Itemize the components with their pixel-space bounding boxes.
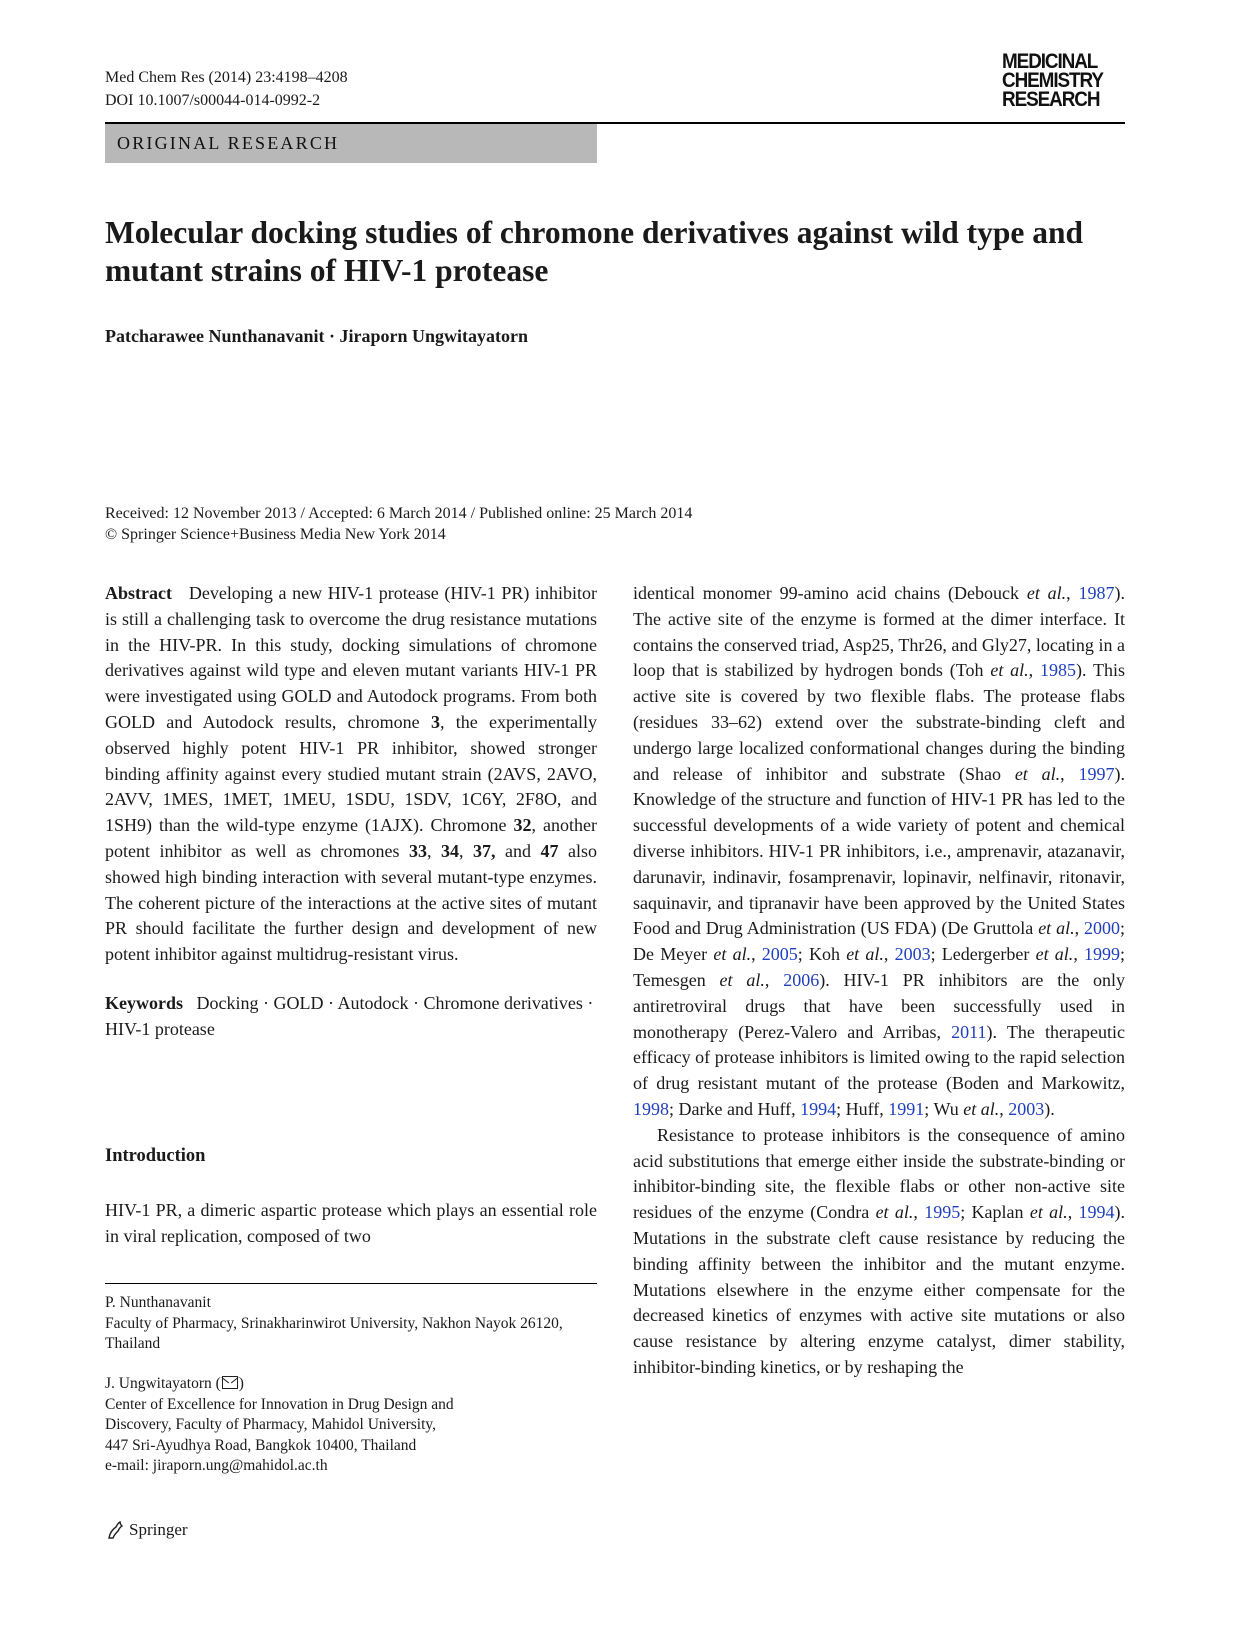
italic-text: et al. [1029,1202,1068,1223]
logo-line-2: CHEMISTRY [1002,69,1103,92]
article-title: Molecular docking studies of chromone derivatives against wild type and mutant strains of HIV-1 protease [105,215,1083,288]
citation-link[interactable]: 1994 [1078,1202,1115,1223]
text-run: ). The therapeutic efficacy of protease inhibitors is limited owing to the rapid selection of drug resistant mutant of the protease (Boden and Markowitz, [633,1021,1125,1094]
copyright-line: © Springer Science+Business Media New York 2014 [105,526,446,543]
footnote-rule [105,1283,597,1284]
logo-line-1: MEDICINAL [1002,50,1098,73]
journal-logo [1002,52,1114,109]
citation-link[interactable]: 2011 [951,1021,987,1042]
springer-horse-icon [105,1520,125,1540]
text-run: ). [1044,1098,1055,1119]
affiliation-2 [105,1374,597,1477]
publisher-name: Springer [129,1520,188,1539]
text-run: ). Knowledge of the structure and function of HIV-1 PR has led to the successful developments of a wide variety of potent and chemical diverse inhibitors. HIV-1 PR inhibitors, i.e., amprenavir, atazanavir, darunavir, indinavir, fosamprenavir, lopinavir, nelfinavir, ritonavir, saquinavir, and tipranavir have been approved by the United States Food and Drug Administration (US FDA) (De Gruttola [633,763,1125,939]
citation-link[interactable]: 2003 [1008,1098,1045,1119]
compound-ref: 33 [408,840,427,861]
text-run: ; Kaplan [960,1202,1030,1223]
text-run: , [913,1202,925,1223]
publisher-footer [105,1520,188,1540]
keywords-paragraph [105,991,597,1043]
affiliation-name: P. Nunthanavanit [105,1294,211,1311]
keywords-heading: Keywords [105,992,183,1013]
italic-text: et al. [1035,944,1074,965]
italic-text: et al. [963,1098,1000,1119]
journal-citation: Med Chem Res (2014) 23:4198–4208 [105,69,348,86]
compound-ref: 34 [441,840,459,861]
italic-text: et al. [719,969,765,990]
citation-link[interactable]: 1987 [1078,583,1115,603]
corresponding-author: J. Ungwitayatorn ( ) [105,1375,244,1392]
text-run: , [1066,583,1079,603]
abstract-text: , [426,840,441,861]
body-paragraph-2 [633,1123,1125,1381]
italic-text: et al. [846,944,884,965]
citation-link[interactable]: 1985 [1040,660,1077,681]
envelope-icon [222,1376,238,1389]
citation-link[interactable]: 2000 [1084,918,1120,939]
affiliation-address-line: Discovery, Faculty of Pharmacy, Mahidol University, [105,1416,437,1433]
text-run: ). HIV-1 PR inhibitors are the only antiretroviral drugs that have been successfully used in monotherapy (Perez-Valero and Arribas, [633,969,1126,1042]
abstract-text: also showed high binding interaction with several mutant-type enzymes. The coherent picture of the interactions at the active sites of mutant PR should facilitate the further design and development of new potent inhibitor against multidrug-resistant virus. [105,840,598,965]
text-run: , [751,944,762,965]
text-run: , [1067,1202,1079,1223]
text-run: Resistance to protease inhibitors is the consequence of amino acid substitutions that emerge either inside the substrate-binding or inhibitor-binding site, the flexible flabs or other non-active site residues of the enzyme (Condra [633,1124,1125,1223]
author-list: Patcharawee Nunthanavanit · Jiraporn Ungwitayatorn [105,326,528,346]
doi: DOI 10.1007/s00044-014-0992-2 [105,92,321,109]
text-run: ; Ledergerber [930,944,1036,965]
text-run: ; Koh [797,944,847,965]
italic-text: et al. [1014,763,1061,784]
text-run: , [883,944,895,965]
text-run: ; Huff, [836,1098,889,1119]
citation-link[interactable]: 2003 [894,944,931,965]
citation-link[interactable]: 1994 [800,1098,837,1119]
compound-ref: 32 [513,815,532,836]
abstract-text: , another potent inhibitor as well as chromones [105,815,598,861]
text-run: identical monomer 99-amino acid chains (Debouck [633,583,1027,603]
affiliation-address-line: 447 Sri-Ayudhya Road, Bangkok 10400, Thailand [105,1436,417,1454]
affiliation-address-line: Center of Excellence for Innovation in Drug Design and [105,1395,454,1413]
abstract-heading: Abstract [105,583,172,603]
publication-dates [105,503,692,545]
citation-link[interactable]: 2006 [783,969,820,990]
text-run: ). This active site is covered by two flexible flabs. The protease flabs (residues 33–62) extend over the substrate-binding cleft and undergo large localized conformational changes during the binding and release of inhibitor and substrate (Shao [633,660,1126,784]
affiliation-1 [105,1293,597,1355]
text-run: ). The active site of the enzyme is formed at the dimer interface. It contains the conserved triad, Asp25, Thr26, and Gly27, locating in a loop that is stabilized by hydrogen bonds (Toh [633,583,1125,681]
section-label: ORIGINAL RESEARCH [117,133,340,153]
italic-text: et al. [1026,583,1067,603]
compound-ref: 47 [540,840,559,861]
citation-link[interactable]: 1997 [1078,763,1115,784]
citation-link[interactable]: 1998 [633,1098,669,1119]
logo-line-3: RESEARCH [1002,88,1100,111]
introduction-text: HIV-1 PR, a dimeric aspartic protease which plays an essential role in viral replication, composed of two [105,1200,597,1246]
italic-text: et al. [1038,918,1075,939]
abstract-text: , [459,840,474,861]
italic-text: et al. [713,944,752,965]
citation-link[interactable]: 2005 [761,944,798,965]
abstract-text: and [495,840,541,861]
affiliation-address: Faculty of Pharmacy, Srinakharinwirot University, Nakhon Nayok 26120, Thailand [105,1314,563,1352]
compound-ref: 37, [473,840,496,861]
italic-text: et al. [990,660,1029,681]
author-email[interactable]: e-mail: jiraporn.ung@mahidol.ac.th [105,1457,328,1474]
abstract-paragraph [105,581,597,968]
introduction-heading: Introduction [105,1146,206,1166]
right-column [633,581,1125,1381]
text-run: , [1028,660,1041,681]
text-run: , [1074,918,1084,939]
left-column [105,581,597,1043]
text-run: ; De Meyer [633,918,1126,965]
text-run: ). Mutations in the substrate cleft cause resistance by reducing the binding affinity between the inhibitor and the mutant enzyme. Mutations elsewhere in the enzyme either compensate for the decreased kinetics of enzymes with active site mutations or also cause resistance by altering enzyme catalyst, dimer stability, inhibitor-binding kinetics, or by reshaping the [633,1202,1126,1377]
text-run: , [1060,763,1079,784]
journal-citation-block [105,66,348,112]
text-run: ; Darke and Huff, [669,1098,801,1119]
text-run: ; Wu [924,1098,964,1119]
received-line: Received: 12 November 2013 / Accepted: 6 March 2014 / Published online: 25 March 2014 [105,505,693,522]
citation-link[interactable]: 1995 [924,1202,961,1223]
keywords-text: Docking · GOLD · Autodock · Chromone derivatives · HIV-1 protease [105,992,594,1039]
italic-text: et al. [875,1202,914,1223]
abstract-text: , the experimentally observed highly potent HIV-1 PR inhibitor, showed stronger binding affinity against every studied mutant strain (2AVS, 2AVO, 2AVV, 1MES, 1MET, 1MEU, 1SDU, 1SDV, 1C6Y, 2F8O, and 1SH9) than the wild-type enzyme (1AJX). Chromone [105,711,597,836]
abstract-text: Developing a new HIV-1 protease (HIV-1 PR) inhibitor is still a challenging task to overcome the drug resistance mutations in the HIV-PR. In this study, docking simulations of chromone derivatives against wild type and eleven mutant variants HIV-1 PR were investigated using GOLD and Autodock programs. From both GOLD and Autodock results, chromone [105,583,597,732]
text-run: , [1073,944,1085,965]
text-run: ; Temesgen [633,944,1126,990]
citation-link[interactable]: 1999 [1084,944,1121,965]
body-paragraph-1 [633,581,1125,1123]
text-run: , [764,969,784,990]
compound-ref: 3 [430,711,440,732]
citation-link[interactable]: 1991 [888,1098,925,1119]
text-run: , [999,1098,1009,1119]
